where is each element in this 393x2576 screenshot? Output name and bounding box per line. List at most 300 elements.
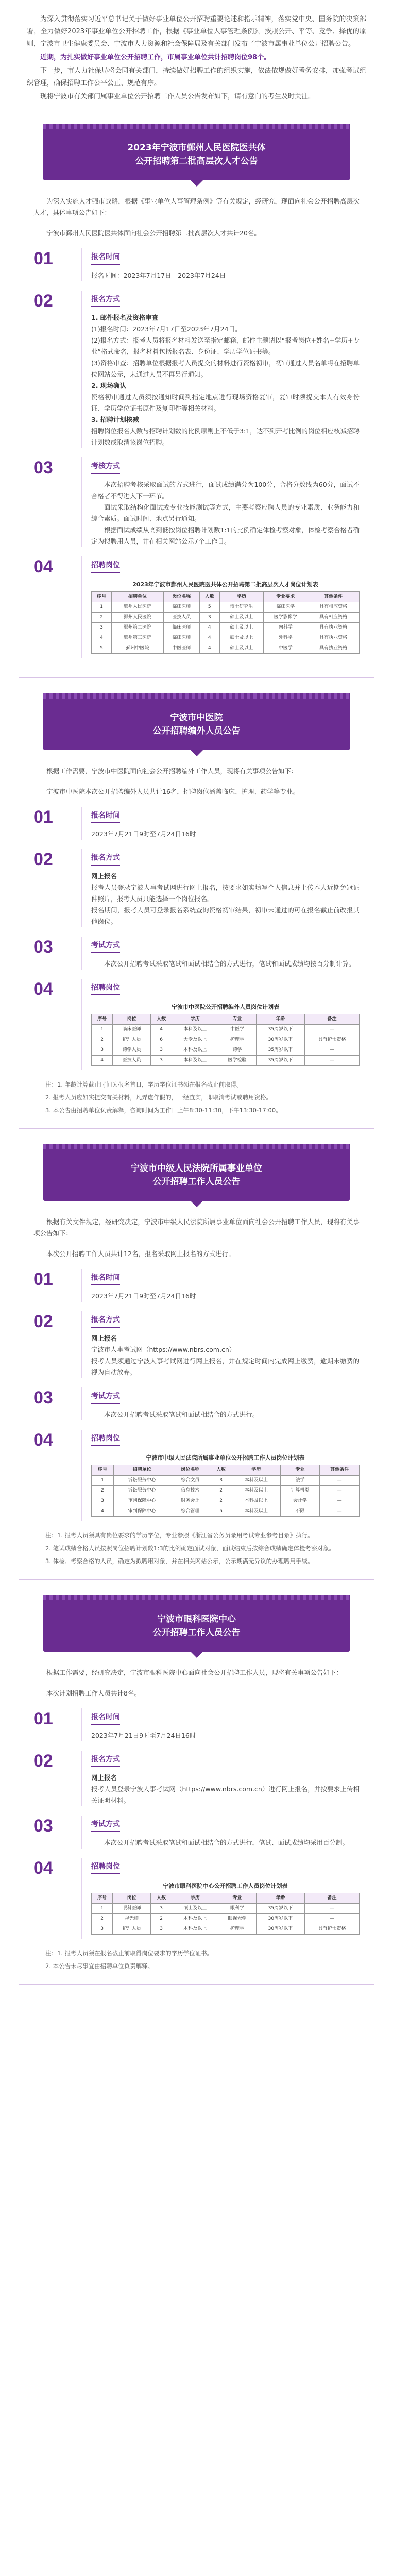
article-title <box>43 1144 350 1189</box>
table-header-cell: 岗位 <box>113 1014 151 1025</box>
article-note: 注：1. 报考人员须在报名截止前取得岗位要求的学历学位证书。 <box>45 1950 213 1957</box>
table-cell: 计算机类 <box>280 1486 320 1496</box>
table-header-cell: 序号 <box>92 1893 113 1904</box>
table-cell: 6 <box>150 1035 172 1045</box>
section-body <box>81 849 360 927</box>
table-header-cell: 专业 <box>218 1014 257 1025</box>
table-header-cell: 其他条件 <box>307 592 360 602</box>
section-text: 网上报名 <box>91 872 117 880</box>
table-cell: — <box>304 1045 359 1056</box>
section-number: 01 <box>33 807 53 827</box>
section-text: (1)报名时间：2023年7月17日至2023年7月24日。 <box>91 325 242 333</box>
table-cell: 临床医师 <box>163 623 199 633</box>
table-cell: 信息技术 <box>170 1486 210 1496</box>
table-header-cell: 招聘单位 <box>114 1465 170 1476</box>
section-body <box>81 1430 360 1521</box>
section-title: 报名方式 <box>91 849 120 866</box>
section-text: 本次招聘考核采取面试的方式进行，面试成绩满分为100分，合格分数线为60分，面试不合格者不得进入下一环节。 <box>91 481 360 500</box>
article <box>19 1595 374 1985</box>
article-card <box>19 180 374 678</box>
table-cell: 3 <box>150 1045 172 1056</box>
table-cell: 4 <box>199 633 219 643</box>
table-cell: 3 <box>150 1924 172 1935</box>
table-row <box>92 643 360 654</box>
table-cell: 3 <box>150 1056 172 1066</box>
article-title-line: 公开招聘工作人员公告 <box>152 1628 241 1638</box>
table-row <box>92 1904 360 1914</box>
table-cell: 护理学 <box>218 1035 257 1045</box>
table-cell: 硕士及以上 <box>219 643 263 654</box>
table-cell: 本科及以上 <box>172 1914 218 1924</box>
table-caption: 宁波市中医院公开招聘编外人员岗位计划表 <box>172 1004 279 1010</box>
article-title-line: 公开招聘第二批高层次人才公告 <box>135 156 258 166</box>
table-cell: 具有执业资格 <box>307 643 360 654</box>
section-title: 招聘岗位 <box>91 979 120 995</box>
table-cell: 综合管理 <box>170 1506 210 1517</box>
section-text: 报考人员登录宁波人事考试网（https://www.nbrs.com.cn）进行网上报名，并按要求上传相关证明材料。 <box>91 1785 360 1804</box>
table-cell: — <box>320 1486 360 1496</box>
section-body <box>81 1858 360 1939</box>
table-cell: 4 <box>92 1506 114 1517</box>
section-body <box>81 457 360 547</box>
table-row <box>92 1045 360 1056</box>
table-header-cell: 学历 <box>232 1465 281 1476</box>
table-header-cell: 备注 <box>304 1893 359 1904</box>
section <box>33 937 360 970</box>
article <box>19 693 374 1129</box>
table-cell: — <box>320 1496 360 1506</box>
table-cell: 具有执业资格 <box>307 633 360 643</box>
section-body <box>81 291 360 448</box>
section <box>33 457 360 547</box>
table-cell: 35周岁以下 <box>256 1904 304 1914</box>
table-cell: 5 <box>92 643 112 654</box>
banner-pointer <box>191 180 203 187</box>
table-header-cell: 序号 <box>92 1465 114 1476</box>
section <box>33 807 360 840</box>
section-number: 04 <box>33 1430 53 1450</box>
section <box>33 1708 360 1741</box>
table-cell: 3 <box>199 613 219 623</box>
section-title: 报名方式 <box>91 1751 120 1767</box>
table-cell: — <box>320 1506 360 1517</box>
recruitment-table <box>91 1893 360 1935</box>
table-cell: 2 <box>92 1035 113 1045</box>
article <box>19 124 374 678</box>
table-cell: 会计学 <box>280 1496 320 1506</box>
table-cell: 医技人员 <box>113 1056 151 1066</box>
section-number: 03 <box>33 937 53 957</box>
section-body <box>81 1816 360 1849</box>
article-banner <box>43 1595 350 1652</box>
section-body <box>81 807 360 840</box>
section-number: 04 <box>33 557 53 577</box>
article-title <box>43 693 350 738</box>
table-cell: 2 <box>92 1914 113 1924</box>
table-row <box>92 602 360 613</box>
table-cell: 本科及以上 <box>232 1486 281 1496</box>
table-cell: 中医医师 <box>163 643 199 654</box>
section-number: 02 <box>33 1312 53 1331</box>
section-text: 本次公开招聘考试采取笔试和面试相结合的方式进行，笔试、面试成绩均采用百分制。 <box>104 1839 349 1846</box>
table-caption: 宁波市眼科医院中心公开招聘工作人员岗位计划表 <box>163 1883 288 1889</box>
table-header-cell: 专业要求 <box>264 592 307 602</box>
article-title-line: 宁波市中级人民法院所属事业单位 <box>131 1163 262 1174</box>
table-row <box>92 633 360 643</box>
section-title: 考试方式 <box>91 1816 120 1832</box>
section <box>33 849 360 927</box>
section-title: 报名方式 <box>91 291 120 307</box>
section <box>33 1387 360 1420</box>
table-cell: 本科及以上 <box>232 1496 281 1506</box>
article-title-line: 宁波市眼科医院中心 <box>157 1614 236 1624</box>
table-header-cell: 专业 <box>280 1465 320 1476</box>
table-cell: 本科及以上 <box>172 1924 218 1935</box>
table-header-cell: 学历 <box>172 1014 218 1025</box>
table-header-cell: 序号 <box>92 592 112 602</box>
section-title: 报名时间 <box>91 1708 120 1725</box>
table-cell: 本科及以上 <box>232 1506 281 1517</box>
section-text: (3)资格审查：招聘单位根据报考人员提交的材料进行资格初审，初审通过人员名单将在招聘单位网站公示，未通过人员不再另行通知。 <box>91 359 360 378</box>
table-header-cell: 备注 <box>304 1014 359 1025</box>
table-cell: 硕士及以上 <box>219 623 263 633</box>
table-cell: 本科及以上 <box>172 1056 218 1066</box>
table-row <box>92 1496 360 1506</box>
table-cell: 医技人员 <box>163 613 199 623</box>
section-number: 01 <box>33 249 53 268</box>
section-text: 2. 现场确认 <box>91 382 126 389</box>
article <box>19 1144 374 1580</box>
table-cell: 综合文员 <box>170 1476 210 1486</box>
table-cell: 法学 <box>280 1476 320 1486</box>
table-cell: 临床医师 <box>113 1025 151 1035</box>
banner-stripe <box>43 1595 350 1600</box>
section-text: 宁波市人事考试网（https://www.nbrs.com.cn） <box>91 1346 236 1353</box>
table-header-cell: 人数 <box>150 1014 172 1025</box>
article-card <box>19 1201 374 1580</box>
article-title <box>43 1595 350 1639</box>
intro-highlight: 近期，为扎实做好事业单位公开招聘工作，市属事业单位共计招聘岗位98个。 <box>40 54 271 61</box>
article-banner <box>43 1144 350 1201</box>
table-cell: 医学检验 <box>218 1056 257 1066</box>
table-header-cell: 年龄 <box>256 1893 304 1904</box>
table-cell: 鄞州第二医院 <box>112 623 164 633</box>
table-header-row <box>92 1893 360 1904</box>
table-cell: 2 <box>92 613 112 623</box>
section-text: 资格初审通过人员须按通知时间到指定地点进行现场资格复审，复审时须提交本人有效身份证、学历学位证书原件及复印件等相关材料。 <box>91 393 360 412</box>
table-row <box>92 1025 360 1035</box>
table-header-cell: 专业 <box>218 1893 257 1904</box>
table-cell: 鄞州人民医院 <box>112 613 164 623</box>
table-row <box>92 1476 360 1486</box>
table-cell: 35周岁以下 <box>256 1025 304 1035</box>
table-cell: 护理学 <box>218 1924 257 1935</box>
section-text: 本次公开招聘考试采取笔试和面试相结合的方式进行。 <box>104 1411 259 1418</box>
article-intro-highlight: 宁波市中医院本次公开招聘编外人员共计16名，招聘岗位涵盖临床、护理、药学等专业。 <box>46 788 299 795</box>
section <box>33 1311 360 1378</box>
table-cell: 3 <box>92 1045 113 1056</box>
table-cell: 3 <box>92 1924 113 1935</box>
section-text: 网上报名 <box>91 1774 117 1782</box>
table-cell: — <box>304 1904 359 1914</box>
table-header-cell: 招聘单位 <box>112 592 164 602</box>
section-title: 报名时间 <box>91 1269 120 1285</box>
article-intro: 根据工作需要，经研究决定，宁波市眼科医院中心面向社会公开招聘工作人员，现将有关事项公告如下： <box>46 1669 343 1676</box>
table-cell: — <box>320 1476 360 1486</box>
article-title-line: 宁波市中医院 <box>170 713 223 723</box>
section-title: 招聘岗位 <box>91 1430 120 1446</box>
section-text: 2023年7月21日9时至7月24日16时 <box>91 1732 196 1739</box>
table-cell: 审判保障中心 <box>114 1496 170 1506</box>
section-number: 03 <box>33 458 53 478</box>
section-text: 2023年7月21日9时至7月24日16时 <box>91 830 196 838</box>
banner-pointer <box>191 1201 203 1207</box>
table-cell: 诉讼服务中心 <box>114 1476 170 1486</box>
table-cell: 医学影像学 <box>264 613 307 623</box>
section-title: 考试方式 <box>91 1387 120 1404</box>
table-cell: 4 <box>92 633 112 643</box>
table-cell: 5 <box>199 602 219 613</box>
section-text: 报考人员登录宁波人事考试网进行网上报名，按要求如实填写个人信息并上传本人近期免冠证件照片，报考人员只能选择一个岗位报名。 <box>91 884 360 903</box>
section-number: 02 <box>33 1751 53 1771</box>
section <box>33 1816 360 1849</box>
banner-stripe <box>43 1144 350 1149</box>
table-cell: 35周岁以下 <box>256 1045 304 1056</box>
table-row <box>92 1506 360 1517</box>
section <box>33 1430 360 1521</box>
article-title-line: 公开招聘编外人员公告 <box>152 726 241 736</box>
table-cell: 眼视光学 <box>218 1914 257 1924</box>
table-cell: 1 <box>92 1476 114 1486</box>
article-intro-highlight: 本次公开招聘工作人员共计12名，报名采取网上报名的方式进行。 <box>46 1250 235 1258</box>
table-cell: 具有执业资格 <box>307 623 360 633</box>
table-cell: — <box>304 1056 359 1066</box>
intro-paragraph: 现将宁波市有关部门属事业单位公开招聘工作人员公告发布如下，请有意向的考生及时关注。 <box>40 93 315 100</box>
section-title: 招聘岗位 <box>91 556 120 573</box>
section-title: 报名时间 <box>91 248 120 265</box>
intro <box>0 0 393 114</box>
table-header-cell: 人数 <box>199 592 219 602</box>
article-title-line: 2023年宁波市鄞州人民医院医共体 <box>127 143 266 153</box>
section-title: 考核方式 <box>91 457 120 474</box>
table-row <box>92 1486 360 1496</box>
article-intro: 根据工作需要，宁波市中医院面向社会公开招聘编外工作人员，现将有关事项公告如下： <box>46 767 298 775</box>
table-cell: 4 <box>199 623 219 633</box>
table-cell: 4 <box>92 1056 113 1066</box>
table-header-row <box>92 1014 360 1025</box>
article-intro: 为深入实施人才强市战略，根据《事业单位人事管理条例》等有关规定，经研究，现面向社会公开招聘高层次人才，具体事项公告如下： <box>33 197 360 216</box>
article-intro: 根据有关文件规定，经研究决定，宁波市中级人民法院所属事业单位面向社会公开招聘工作人员，现将有关事项公告如下： <box>33 1218 360 1237</box>
table-header-cell: 年龄 <box>256 1014 304 1025</box>
banner-pointer <box>191 750 203 756</box>
section-text: 网上报名 <box>91 1334 117 1342</box>
article-note: 注：1. 报考人员须具有岗位要求的学历学位，专业参照《浙江省公务员录用考试专业参考目录》执行。 <box>45 1532 314 1539</box>
table-row <box>92 1035 360 1045</box>
table-cell: 1 <box>92 1904 113 1914</box>
table-header-cell: 学历 <box>172 1893 218 1904</box>
article-note: 2. 本公告未尽事宜由招聘单位负责解释。 <box>45 1962 154 1970</box>
table-cell: 硕士及以上 <box>219 633 263 643</box>
section-title: 报名时间 <box>91 807 120 823</box>
articles <box>0 124 393 1985</box>
table-cell: — <box>304 1914 359 1924</box>
section-number: 02 <box>33 291 53 311</box>
section <box>33 291 360 448</box>
table-cell: 内科学 <box>264 623 307 633</box>
section-title: 考试方式 <box>91 937 120 953</box>
section-number: 04 <box>33 979 53 999</box>
table-header-cell: 人数 <box>210 1465 232 1476</box>
section <box>33 1269 360 1302</box>
table-cell: 35周岁以下 <box>256 1056 304 1066</box>
section-body <box>81 937 360 970</box>
table-cell: 大专及以上 <box>172 1035 218 1045</box>
section-text: 面试采取结构化面试或专业技能测试等方式，主要考察应聘人员的专业素质、业务能力和综合素质。面试时间、地点另行通知。 <box>91 503 360 522</box>
article-card <box>19 750 374 1129</box>
table-cell: 临床医师 <box>163 602 199 613</box>
table-cell: 具有护士资格 <box>304 1035 359 1045</box>
section-text: 3. 招聘计划核减 <box>91 416 139 423</box>
table-row <box>92 623 360 633</box>
section-number: 03 <box>33 1388 53 1408</box>
table-cell: 本科及以上 <box>232 1476 281 1486</box>
table-cell: 2 <box>210 1486 232 1496</box>
article-note: 2. 笔试成绩合格人员按照岗位招聘计划数1:3的比例确定面试对象，面试结束后按综合成绩确定体检考察对象。 <box>45 1545 335 1552</box>
table-row <box>92 1056 360 1066</box>
table-cell: 2 <box>150 1914 172 1924</box>
section-text: 2023年7月21日9时至7月24日16时 <box>91 1292 196 1300</box>
section-text: 本次公开招聘考试采取笔试和面试相结合的方式进行，笔试和面试成绩均按百分制计算。 <box>104 960 355 968</box>
table-cell: 临床医学 <box>264 602 307 613</box>
table-row <box>92 1924 360 1935</box>
section <box>33 1858 360 1939</box>
table-cell: 4 <box>150 1025 172 1035</box>
article-banner <box>43 124 350 180</box>
section-number: 02 <box>33 850 53 869</box>
article-note: 3. 体检、考察合格的人员，确定为拟聘用对象，并在相关网站公示，公示期满无异议的办理聘用手续。 <box>45 1557 314 1565</box>
table-cell: 药学 <box>218 1045 257 1056</box>
banner-stripe <box>43 124 350 129</box>
table-cell: 具有相应资格 <box>307 613 360 623</box>
section-text: 报考人员须通过宁波人事考试网进行网上报名，并在规定时间内完成网上缴费，逾期未缴费的视为自动放弃。 <box>91 1357 360 1376</box>
table-cell: 本科及以上 <box>172 1025 218 1035</box>
table-cell: 3 <box>92 1496 114 1506</box>
table-cell: 硕士及以上 <box>172 1904 218 1914</box>
section <box>33 1751 360 1806</box>
table-header-cell: 学历 <box>219 592 263 602</box>
table-caption: 2023年宁波市鄞州人民医院医共体公开招聘第二批高层次人才岗位计划表 <box>132 581 318 588</box>
table-cell: 5 <box>210 1506 232 1517</box>
table-header-cell: 岗位 <box>113 1893 151 1904</box>
table-cell: 中医学 <box>264 643 307 654</box>
table-cell: 临床医师 <box>163 633 199 643</box>
table-cell: 具有护士资格 <box>304 1924 359 1935</box>
table-cell: 眼科医师 <box>113 1904 151 1914</box>
banner-stripe <box>43 693 350 699</box>
section-text: 1. 邮件报名及资格审查 <box>91 314 159 321</box>
banner-pointer <box>191 1652 203 1658</box>
table-cell: 3 <box>150 1904 172 1914</box>
section-body <box>81 556 360 658</box>
table-cell: 具有相应资格 <box>307 602 360 613</box>
table-cell: 1 <box>92 1025 113 1035</box>
table-cell: 不限 <box>280 1506 320 1517</box>
recruitment-table <box>91 1014 360 1066</box>
section-text: 根据面试成绩从高到低按岗位招聘计划数1:1的比例确定体检考察对象，体检考察合格者确定为拟聘用人员，并在相关网站公示7个工作日。 <box>91 526 360 545</box>
section-text: 报名时间：2023年7月17日—2023年7月24日 <box>91 272 226 279</box>
table-cell: 财务会计 <box>170 1496 210 1506</box>
section-number: 04 <box>33 1858 53 1878</box>
table-cell: 本科及以上 <box>172 1045 218 1056</box>
table-cell: 2 <box>210 1496 232 1506</box>
article-note: 2. 报考人员应如实提交有关材料，凡弄虚作假的，一经查实，即取消考试或聘用资格。 <box>45 1094 272 1101</box>
table-cell: 3 <box>92 623 112 633</box>
recruitment-table <box>91 1465 360 1517</box>
section-title: 报名方式 <box>91 1311 120 1328</box>
article-title <box>43 124 350 168</box>
section-text: 招聘岗位报名人数与招聘计划数的比例原则上不低于3:1，达不到开考比例的岗位相应核减招聘计划数或取消该岗位招聘。 <box>91 427 360 446</box>
article-title-line: 公开招聘工作人员公告 <box>152 1177 241 1187</box>
table-header-row <box>92 592 360 602</box>
section-number: 01 <box>33 1709 53 1728</box>
article-note: 3. 本公告由招聘单位负责解释，咨询时间为工作日上午8:30-11:30，下午13:30-17:00。 <box>45 1107 282 1114</box>
table-cell: 眼科学 <box>218 1904 257 1914</box>
article-intro-highlight: 本次计划招聘工作人员共计8名。 <box>46 1689 141 1697</box>
table-cell: — <box>304 1025 359 1035</box>
section-number: 03 <box>33 1816 53 1836</box>
table-row <box>92 613 360 623</box>
section-body <box>81 1708 360 1741</box>
recruitment-table <box>91 591 360 654</box>
table-header-cell: 岗位名称 <box>163 592 199 602</box>
table-cell: 外科学 <box>264 633 307 643</box>
table-cell: 护理人员 <box>113 1035 151 1045</box>
table-caption: 宁波市中级人民法院所属事业单位公开招聘工作人员岗位计划表 <box>146 1454 305 1461</box>
table-cell: 鄞州人民医院 <box>112 602 164 613</box>
section-text: (2)报名方式：报考人员将报名材料发送至指定邮箱，邮件主题请以“报考岗位+姓名+学历+专业”格式命名，报名材料包括报名表、身份证、学历学位证书等。 <box>91 336 360 355</box>
article-banner <box>43 693 350 750</box>
table-cell: 鄞州第三医院 <box>112 633 164 643</box>
section <box>33 979 360 1070</box>
table-cell: 4 <box>199 643 219 654</box>
table-cell: 2 <box>92 1486 114 1496</box>
table-cell: 博士研究生 <box>219 602 263 613</box>
section <box>33 556 360 658</box>
table-header-cell: 人数 <box>150 1893 172 1904</box>
intro-paragraph: 下一步，市人力社保局将会同有关部门，持续做好招聘工作的组织实施，依法依规做好考务安排，加强考试组织管理，确保招聘工作公平公正、规范有序。 <box>27 67 366 87</box>
table-cell: 诉讼服务中心 <box>114 1486 170 1496</box>
section-number: 01 <box>33 1269 53 1289</box>
table-header-cell: 岗位名称 <box>170 1465 210 1476</box>
section-body <box>81 1311 360 1378</box>
table-header-row <box>92 1465 360 1476</box>
table-cell: 30周岁以下 <box>256 1914 304 1924</box>
table-row <box>92 1914 360 1924</box>
table-cell: 审判保障中心 <box>114 1506 170 1517</box>
section-body <box>81 1387 360 1420</box>
section-text: 报名期间，报考人员可登录报名系统查询资格初审结果，初审未通过的可在报名截止前改报其他岗位。 <box>91 906 360 925</box>
table-cell: 30周岁以下 <box>256 1924 304 1935</box>
table-cell: 视光师 <box>113 1914 151 1924</box>
table-cell: 鄞州中医院 <box>112 643 164 654</box>
table-cell: 30周岁以下 <box>256 1035 304 1045</box>
table-cell: 3 <box>210 1476 232 1486</box>
table-cell: 1 <box>92 602 112 613</box>
table-header-cell: 序号 <box>92 1014 113 1025</box>
table-cell: 硕士及以上 <box>219 613 263 623</box>
table-cell: 中医学 <box>218 1025 257 1035</box>
article-card <box>19 1652 374 1985</box>
